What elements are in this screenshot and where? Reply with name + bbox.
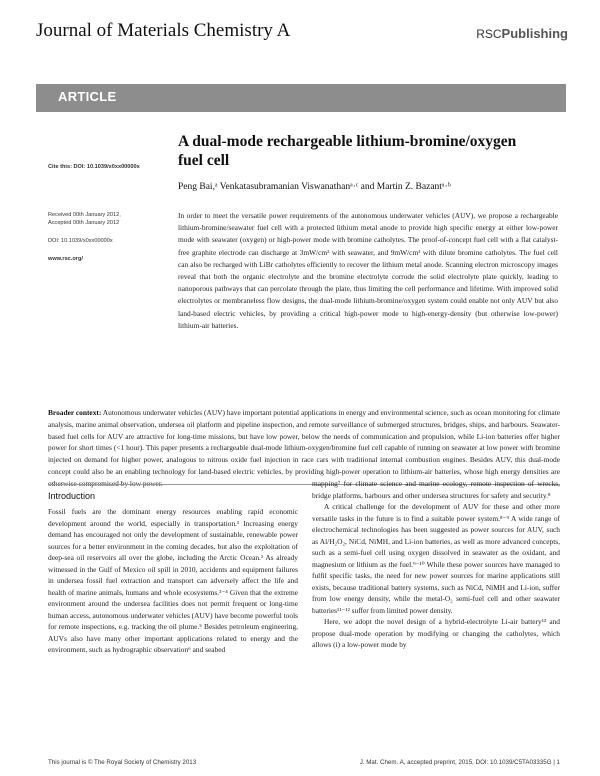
footer-copyright: This journal is © The Royal Society of Chemistry 2013 [48, 759, 197, 766]
website-link[interactable]: www.rsc.org/ [48, 256, 83, 262]
journal-title: Journal of Materials Chemistry A [36, 20, 291, 41]
intro-paragraph-1-cont: mapping⁷ for climate science and marine ecology, remote inspection of wrecks, bridge platforms, harbours and other undersea structures for safety and security.⁸ [312, 479, 560, 500]
broader-context-label: Broader context: [48, 408, 102, 417]
footer-citation: J. Mat. Chem. A, accepted preprint, 2015, DOI: 10.1039/C5TA03335G | 1 [359, 759, 560, 766]
cite-this [48, 164, 168, 171]
article-banner-label: ARTICLE [58, 89, 117, 104]
publisher-name: Publishing [501, 26, 568, 41]
abstract: In order to meet the versatile power requirements of the autonomous underwater vehicles (AUV), we propose a rechargeable lithium-bromine/seawater fuel cell with a protected lithium metal anode to provide high specific energy at either low-power mode with seawater (oxygen) or high-power mode with bromine catholytes. The proof-of-concept fuel cell with a flat catalyst-free graphite electrode can discharge at 3mW/cm² with seawater, and 9mW/cm² with dilute bromine catholytes. The fuel cell can also be recharged with LiBr catholytes efficiently to recover the lithium metal anode. Scanning electron microscopy images reveal that both the organic electrolyte and the bromine electrolyte corrode the solid electrolyte plate quickly, leading to nanoporous pathways that can percolate through the plate, thus limiting the cell performance and lifetime. With improved solid electrolytes or membraneless flow designs, the dual-mode lithium-bromine/oxygen system could enable not only AUV but also land-based electric vehicles, by providing a critical high-power mode to high-energy-density (but otherwise low-power) lithium-air batteries. [178, 211, 558, 330]
publisher-logo [476, 26, 568, 41]
intro-paragraph-3: Here, we adopt the novel design of a hybrid-electrolyte Li-air battery¹³ and propose dual-mode operation by modifying or changing the catholytes, which allows (i) a low-power mode by [312, 617, 560, 649]
intro-paragraph-2: A critical challenge for the development of AUV for these and other more versatile tasks in the future is to find a suitable power system.⁸⁻⁹ A wide range of electrochemical technologies has been suggested as power sources for AUV, such as Al/H₂O₂, NiCd, NiMH, and Li-ion batteries, as well as more advanced concepts, such as a semi-fuel cell using oxygen dissolved in seawater as the oxidant, and magnesium or lithium as the fuel.⁹⁻¹⁰ While these power sources have managed to fulfil specific tasks, the need for new power sources for marine applications still exists, because traditional battery systems, such as NiCd, NiMH and Li-ion, suffer from low energy density, while the metal-O₂ semi-fuel cell and other seawater batteries¹¹⁻¹² suffer from limited power density. [312, 502, 560, 615]
article-title: A dual-mode rechargeable lithium-bromine/oxygen fuel cell [178, 133, 517, 169]
cite-this-label: Cite this: DOI: 10.1039/x0xx00000x [48, 164, 140, 170]
sidebar-website[interactable] [48, 256, 168, 263]
accepted-date: Accepted 00th January 2012 [48, 220, 120, 226]
body-column-left [48, 506, 298, 656]
broader-context-text: Autonomous underwater vehicles (AUV) have important potential applications in energy and environmental science, such as ocean monitoring for climate analysis, marine animal observation, undersea oil platform and pipeline inspection, and remote surveillance of submerged structures, bridges, ships, and harbours. Seawater-based fuel cells for AUV are attractive for long-time missions, but have low power, below the needs of communication and propulsion, while Li-ion batteries offer higher power for short times (<1 hour). This paper presents a rechargeable dual-mode lithium-oxygen/bromine fuel cell capable of running on seawater at low power with bromine injected on demand for higher power, analogous to nitrous oxide fuel injection in race cars with traditional internal combustion engines. Besides AUV, this dual-mode concept could also be an enabling technology for land-based electric vehicles, by providing high-power operation to lithium-air batteries, whose high energy densities are [48, 408, 561, 476]
received-date: Received 00th January 2012, [48, 212, 121, 218]
author-list: Peng Bai,ᵃ Venkatasubramanian Viswanathanᵃ·ᶜ and Martin Z. Bazantᵃ·ᵇ [178, 182, 451, 192]
sidebar-doi: DOI: 10.1039/x0xx00000x [48, 238, 113, 244]
publisher-prefix: RSC [476, 27, 502, 41]
body-column-right [312, 478, 560, 651]
intro-paragraph-1: Fossil fuels are the dominant energy resources enabling rapid economic development around the world, especially in transportation.¹ Increasing energy demand has encouraged not only the development of sustainable, renewable power sources for a better environment in the coming decades, but also the exploitation of deep-sea oil reservoirs all over the globe, including the Arctic Ocean.² As already witnessed in the Gulf of Mexico oil spill in 2010, accidents and equipment failures in undersea fossil fuel extraction and transport can adversely affect the life and health of marine animals, humans and whole ecosystems.³⁻⁴ Given that the extreme environment around the undersea facilities does not permit frequent or long-time human access, autonomous underwater vehicles (AUV) have become powerful tools for remote inspections, e.g. tracking the oil plume.⁵ Besides petroleum engineering, AUVs also have many other important applications related to energy and the environment, such as hydrographic observation⁶ and seabed [48, 507, 298, 654]
section-heading-introduction: Introduction [48, 491, 96, 501]
